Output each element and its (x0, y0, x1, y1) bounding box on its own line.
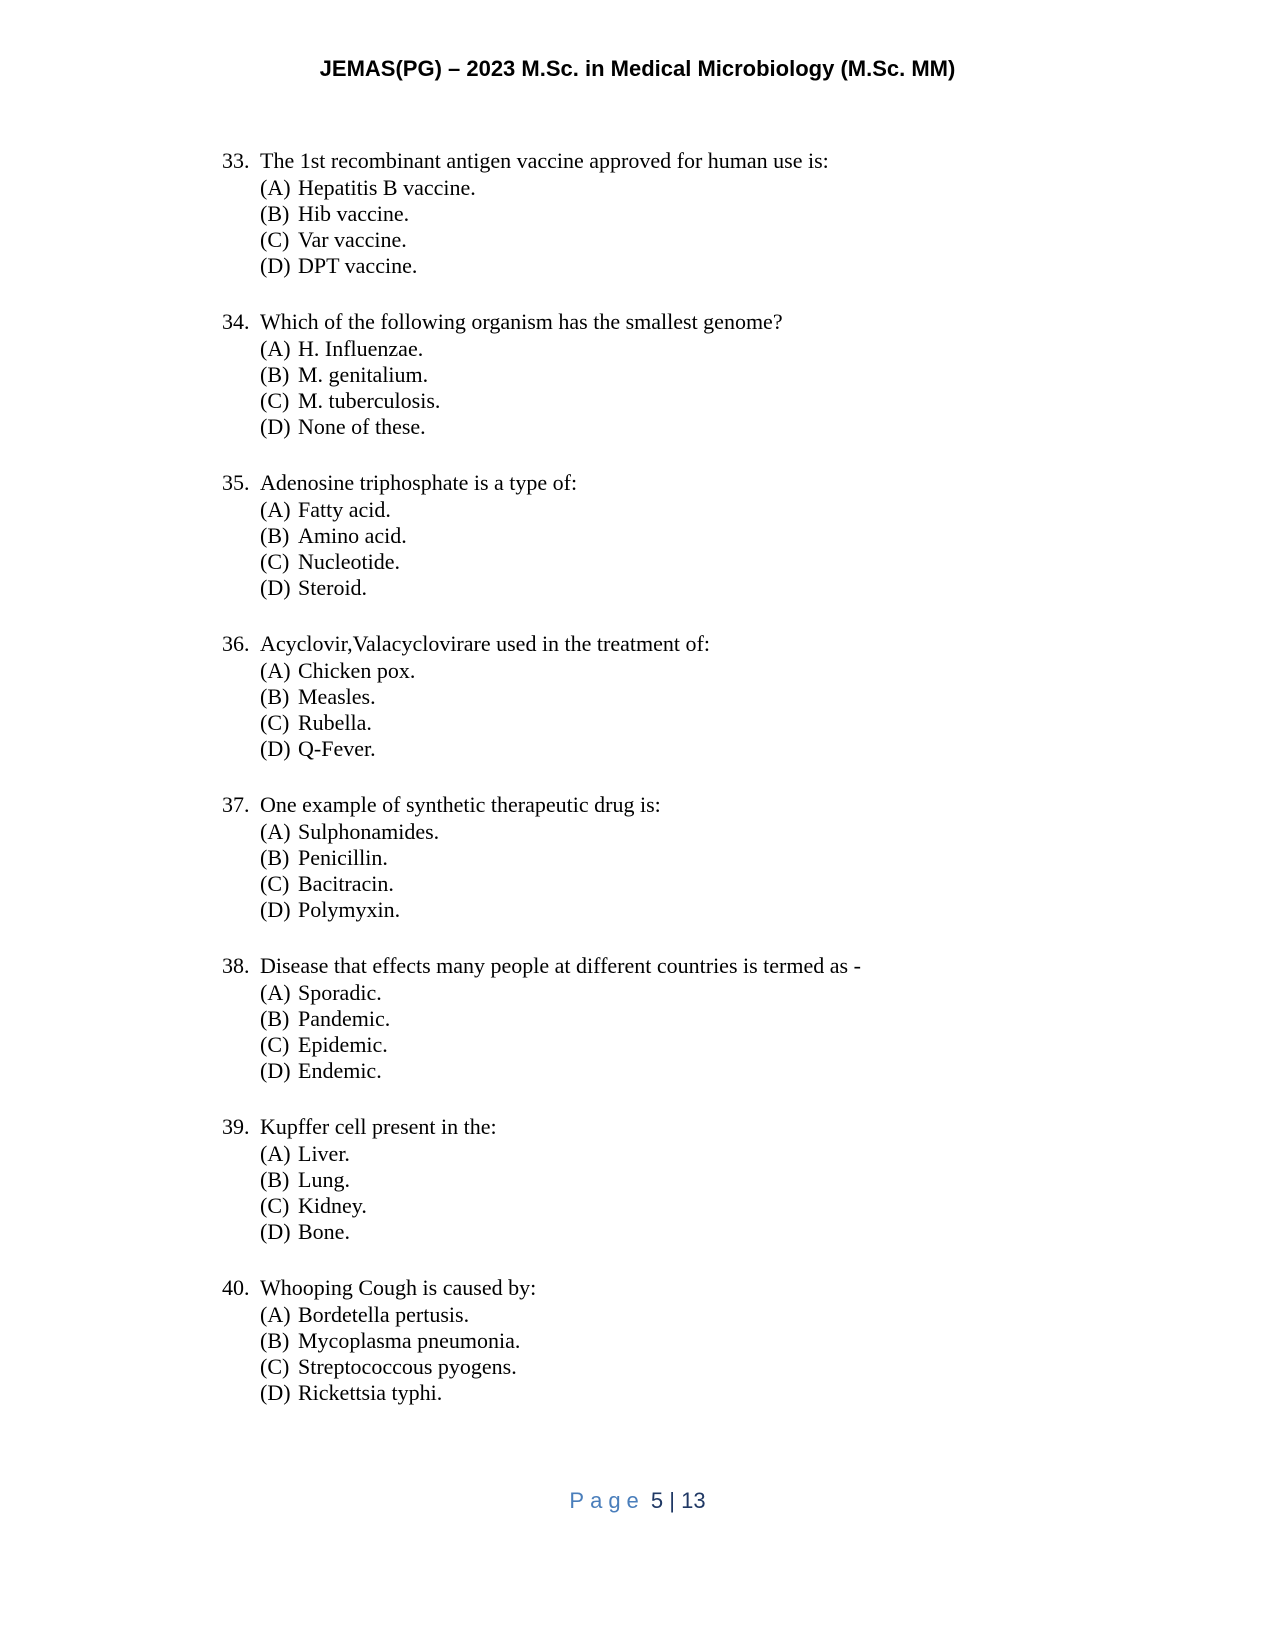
question-list (222, 146, 1172, 1434)
option-text: Var vaccine. (298, 227, 407, 252)
question-text: Which of the following organism has the smallest genome? (260, 309, 783, 334)
option-text: Rubella. (298, 710, 372, 735)
option-letter: (A) (260, 1141, 291, 1166)
option-text: Endemic. (298, 1058, 382, 1083)
option-b (222, 845, 1172, 871)
option-text: Hib vaccine. (298, 201, 410, 226)
option-text: Polymyxin. (298, 897, 401, 922)
question-number: 38. (222, 953, 250, 978)
option-letter: (D) (260, 414, 291, 439)
question-stem (222, 629, 1172, 658)
question-text: One example of synthetic therapeutic drug is: (260, 792, 661, 817)
option-text: Liver. (298, 1141, 350, 1166)
option-letter: (B) (260, 1006, 290, 1031)
option-text: Streptococcous pyogens. (298, 1354, 517, 1379)
question-number: 36. (222, 631, 250, 656)
question-text: Adenosine triphosphate is a type of: (260, 470, 578, 495)
question-number: 37. (222, 792, 250, 817)
option-c (222, 710, 1172, 736)
option-text: Q-Fever. (298, 736, 376, 761)
question-38 (222, 951, 1172, 1112)
option-b (222, 523, 1172, 549)
option-letter: (D) (260, 736, 291, 761)
option-text: Nucleotide. (298, 549, 401, 574)
option-letter: (C) (260, 388, 290, 413)
option-letter: (B) (260, 523, 290, 548)
question-text: Kupffer cell present in the: (260, 1114, 497, 1139)
question-text: Whooping Cough is caused by: (260, 1275, 537, 1300)
option-letter: (A) (260, 336, 291, 361)
option-letter: (A) (260, 1302, 291, 1327)
option-letter: (C) (260, 871, 290, 896)
option-text: Sporadic. (298, 980, 382, 1005)
option-b (222, 1167, 1172, 1193)
option-d (222, 1219, 1172, 1245)
option-letter: (D) (260, 1219, 291, 1244)
option-letter: (B) (260, 1167, 290, 1192)
option-b (222, 362, 1172, 388)
question-number: 35. (222, 470, 250, 495)
option-letter: (A) (260, 819, 291, 844)
option-letter: (D) (260, 897, 291, 922)
question-number: 39. (222, 1114, 250, 1139)
option-d (222, 897, 1172, 923)
option-c (222, 1032, 1172, 1058)
option-text: Pandemic. (298, 1006, 391, 1031)
question-35 (222, 468, 1172, 629)
option-text: Fatty acid. (298, 497, 391, 522)
option-text: Amino acid. (298, 523, 407, 548)
question-34 (222, 307, 1172, 468)
option-b (222, 1006, 1172, 1032)
option-letter: (A) (260, 497, 291, 522)
option-d (222, 736, 1172, 762)
question-stem (222, 468, 1172, 497)
option-letter: (C) (260, 549, 290, 574)
option-a (222, 175, 1172, 201)
question-number: 34. (222, 309, 250, 334)
option-text: Lung. (298, 1167, 350, 1192)
option-text: Bone. (298, 1219, 350, 1244)
option-letter: (C) (260, 1032, 290, 1057)
question-stem (222, 1112, 1172, 1141)
question-text: The 1st recombinant antigen vaccine approved for human use is: (260, 148, 829, 173)
option-a (222, 980, 1172, 1006)
option-text: M. genitalium. (298, 362, 429, 387)
question-stem (222, 1273, 1172, 1302)
question-33 (222, 146, 1172, 307)
option-d (222, 414, 1172, 440)
option-letter: (C) (260, 1354, 290, 1379)
option-letter: (D) (260, 253, 291, 278)
option-text: DPT vaccine. (298, 253, 418, 278)
option-a (222, 336, 1172, 362)
question-text: Acyclovir,Valacyclovirare used in the treatment of: (260, 631, 710, 656)
option-letter: (B) (260, 845, 290, 870)
option-c (222, 227, 1172, 253)
question-stem (222, 146, 1172, 175)
option-text: Penicillin. (298, 845, 388, 870)
question-stem (222, 307, 1172, 336)
option-c (222, 1354, 1172, 1380)
option-letter: (A) (260, 658, 291, 683)
option-a (222, 1141, 1172, 1167)
option-b (222, 684, 1172, 710)
option-letter: (B) (260, 1328, 290, 1353)
option-text: Hepatitis B vaccine. (298, 175, 476, 200)
option-d (222, 575, 1172, 601)
option-b (222, 201, 1172, 227)
option-letter: (C) (260, 227, 290, 252)
page-number: 5 | 13 (650, 1488, 706, 1513)
option-text: Sulphonamides. (298, 819, 440, 844)
option-letter: (B) (260, 201, 290, 226)
option-a (222, 497, 1172, 523)
option-c (222, 871, 1172, 897)
option-a (222, 658, 1172, 684)
option-text: Mycoplasma pneumonia. (298, 1328, 521, 1353)
option-d (222, 253, 1172, 279)
option-text: None of these. (298, 414, 426, 439)
option-text: Kidney. (298, 1193, 367, 1218)
option-text: Measles. (298, 684, 376, 709)
question-number: 40. (222, 1275, 250, 1300)
question-stem (222, 790, 1172, 819)
option-text: Steroid. (298, 575, 368, 600)
option-a (222, 819, 1172, 845)
option-b (222, 1328, 1172, 1354)
option-text: Rickettsia typhi. (298, 1380, 443, 1405)
question-number: 33. (222, 148, 250, 173)
option-letter: (D) (260, 1380, 291, 1405)
option-letter: (D) (260, 1058, 291, 1083)
question-stem (222, 951, 1172, 980)
question-37 (222, 790, 1172, 951)
question-39 (222, 1112, 1172, 1273)
question-text: Disease that effects many people at different countries is termed as - (260, 953, 861, 978)
option-text: Chicken pox. (298, 658, 416, 683)
option-text: H. Influenzae. (298, 336, 424, 361)
option-text: Epidemic. (298, 1032, 388, 1057)
option-text: Bacitracin. (298, 871, 394, 896)
option-letter: (A) (260, 175, 291, 200)
option-letter: (C) (260, 1193, 290, 1218)
page-label: Page (569, 1488, 645, 1513)
document-header (0, 56, 1275, 82)
page-footer (0, 1488, 1275, 1514)
option-d (222, 1058, 1172, 1084)
header-title: JEMAS(PG) – 2023 M.Sc. in Medical Microbiology (M.Sc. MM) (319, 56, 956, 81)
option-letter: (C) (260, 710, 290, 735)
option-c (222, 388, 1172, 414)
option-d (222, 1380, 1172, 1406)
option-letter: (A) (260, 980, 291, 1005)
option-c (222, 1193, 1172, 1219)
option-letter: (B) (260, 362, 290, 387)
option-letter: (B) (260, 684, 290, 709)
option-text: M. tuberculosis. (298, 388, 441, 413)
option-c (222, 549, 1172, 575)
option-letter: (D) (260, 575, 291, 600)
question-36 (222, 629, 1172, 790)
option-a (222, 1302, 1172, 1328)
option-text: Bordetella pertusis. (298, 1302, 470, 1327)
question-40 (222, 1273, 1172, 1434)
